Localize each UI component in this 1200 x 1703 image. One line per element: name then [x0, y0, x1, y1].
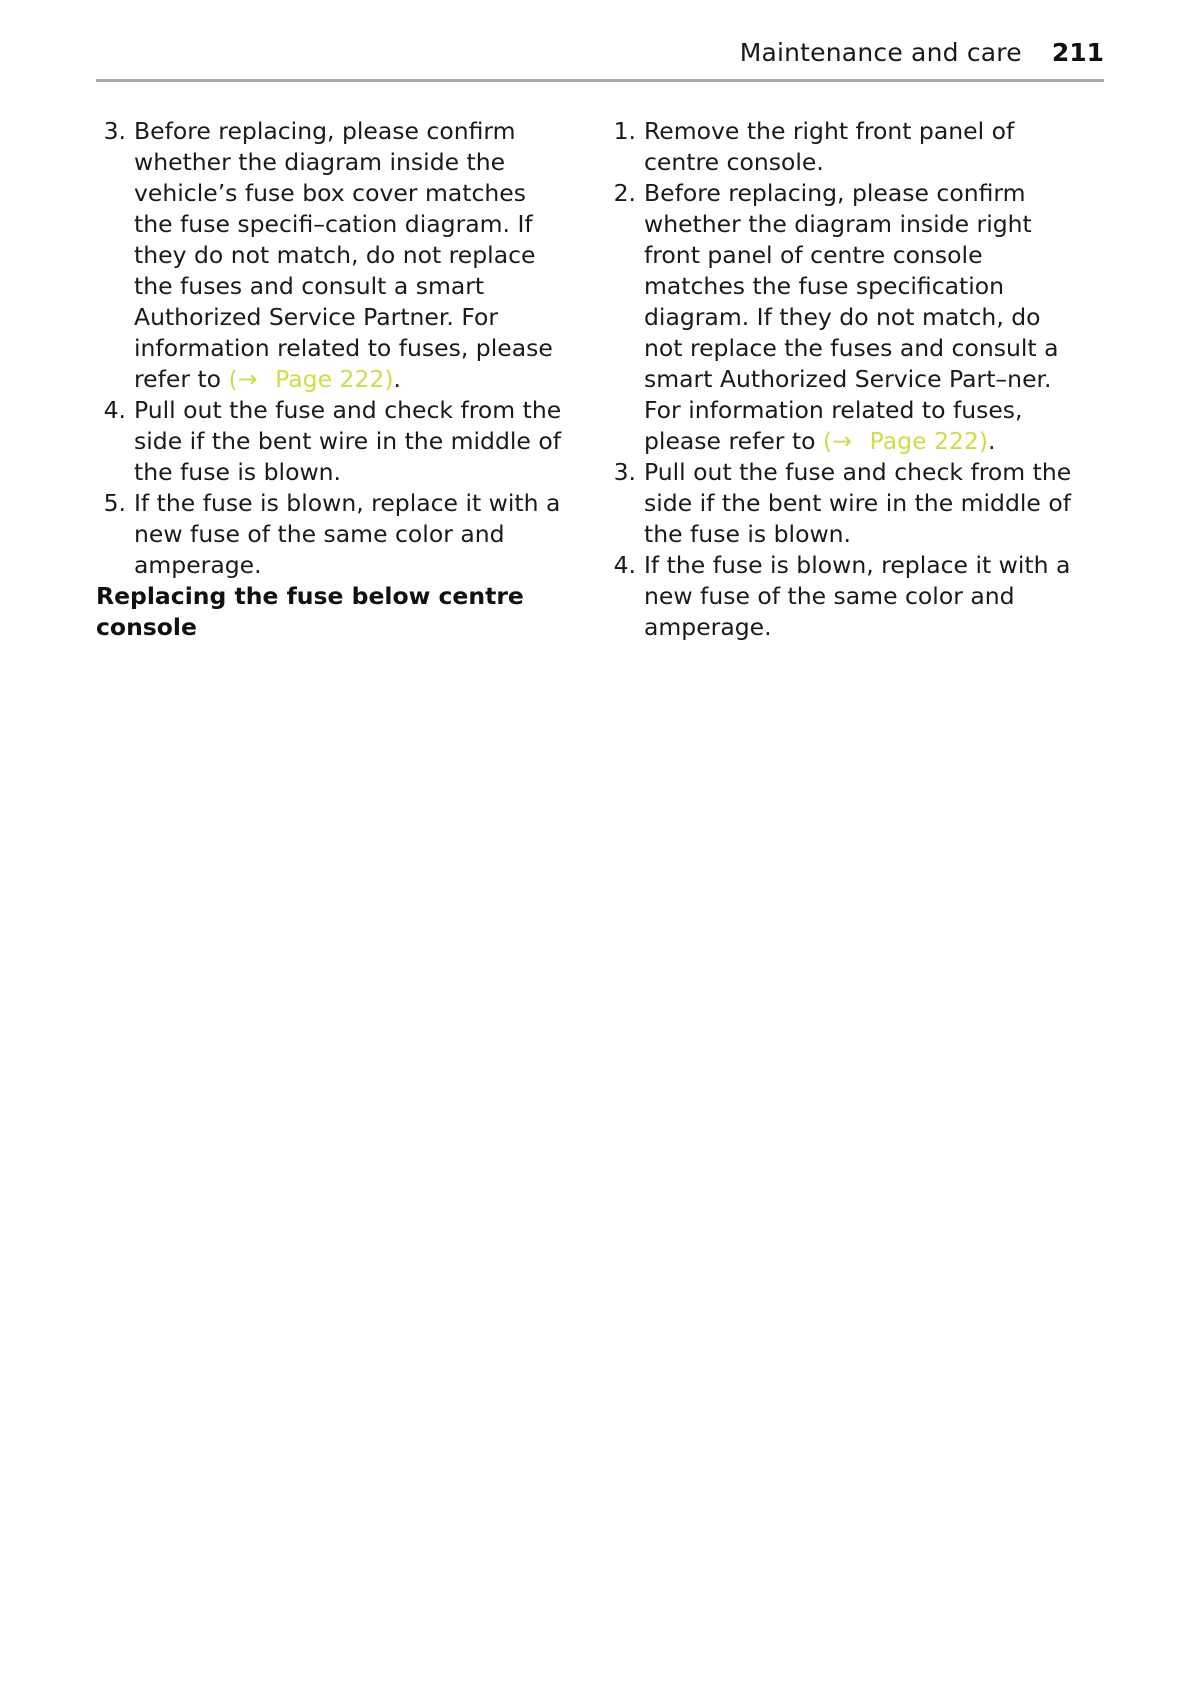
- list-item-text: [644, 116, 1080, 178]
- list-item-body: Before replacing, please confirm whether the diagram inside right front panel of centre console matches the fuse specification diagram. If they do not match, do not replace the fuses and consult a smart Authorized Service Part–ner. For information related to fuses, please refer to: [644, 179, 1059, 455]
- xref-label: Page 222: [260, 365, 385, 393]
- list-item-body: If the fuse is blown, replace it with a new fuse of the same color and amperage.: [644, 551, 1071, 641]
- list-item-number: 4.: [103, 396, 126, 424]
- left-column: [96, 116, 570, 643]
- list-item-number: 2.: [613, 179, 636, 207]
- page-cross-reference-link[interactable]: [823, 427, 988, 455]
- list-item-text: [134, 116, 570, 395]
- list-item-text: [134, 395, 570, 488]
- list-item: [606, 457, 1080, 550]
- list-item-text: [644, 550, 1080, 643]
- list-item-text: [644, 457, 1080, 550]
- list-item: [96, 395, 570, 488]
- page-title: Maintenance and care: [739, 38, 1022, 67]
- page-header: [96, 0, 1104, 67]
- xref-close-paren: ): [384, 365, 394, 393]
- list-item-body: If the fuse is blown, replace it with a new fuse of the same color and amperage.: [134, 489, 561, 579]
- list-item-text: [644, 178, 1080, 457]
- list-item-text: [134, 488, 570, 581]
- list-item-number: 5.: [103, 489, 126, 517]
- xref-label: Page 222: [854, 427, 979, 455]
- header-divider: [96, 79, 1104, 82]
- list-item: [96, 488, 570, 581]
- list-item: [606, 116, 1080, 178]
- two-column-body: [96, 116, 1104, 643]
- list-item-number: 3.: [613, 458, 636, 486]
- list-item-body: Pull out the fuse and check from the side if the bent wire in the middle of the fuse is blown.: [644, 458, 1072, 548]
- right-step-list: [606, 116, 1080, 643]
- list-item-number: 1.: [613, 117, 636, 145]
- sentence-period: .: [988, 427, 996, 455]
- list-item-number: 4.: [613, 551, 636, 579]
- list-item: [606, 550, 1080, 643]
- xref-close-paren: ): [978, 427, 989, 455]
- list-item-body: Pull out the fuse and check from the side if the bent wire in the middle of the fuse is blown.: [134, 396, 562, 486]
- list-item-number: 3.: [103, 117, 126, 145]
- xref-open-paren: (: [228, 365, 238, 393]
- sentence-period: .: [393, 365, 402, 393]
- list-item-body: Before replacing, please confirm whether the diagram inside the vehicle’s fuse box cover matches the fuse specifi–cation diagram. If they do not match, do not replace the fuses and consult a smart Authorized Service Partner. For information related to fuses, please refer to: [134, 117, 553, 393]
- list-item: [96, 116, 570, 395]
- xref-open-paren: (: [823, 427, 833, 455]
- arrow-right-icon: →: [237, 365, 261, 393]
- right-column: [606, 116, 1080, 643]
- section-subheading: Replacing the fuse below centre console: [96, 582, 524, 641]
- page-cross-reference-link[interactable]: [229, 365, 394, 393]
- page-number: 211: [1051, 38, 1104, 67]
- list-item-body: Remove the right front panel of centre console.: [644, 117, 1015, 176]
- list-item: [606, 178, 1080, 457]
- left-step-list: [96, 116, 570, 581]
- arrow-right-icon: →: [832, 427, 855, 455]
